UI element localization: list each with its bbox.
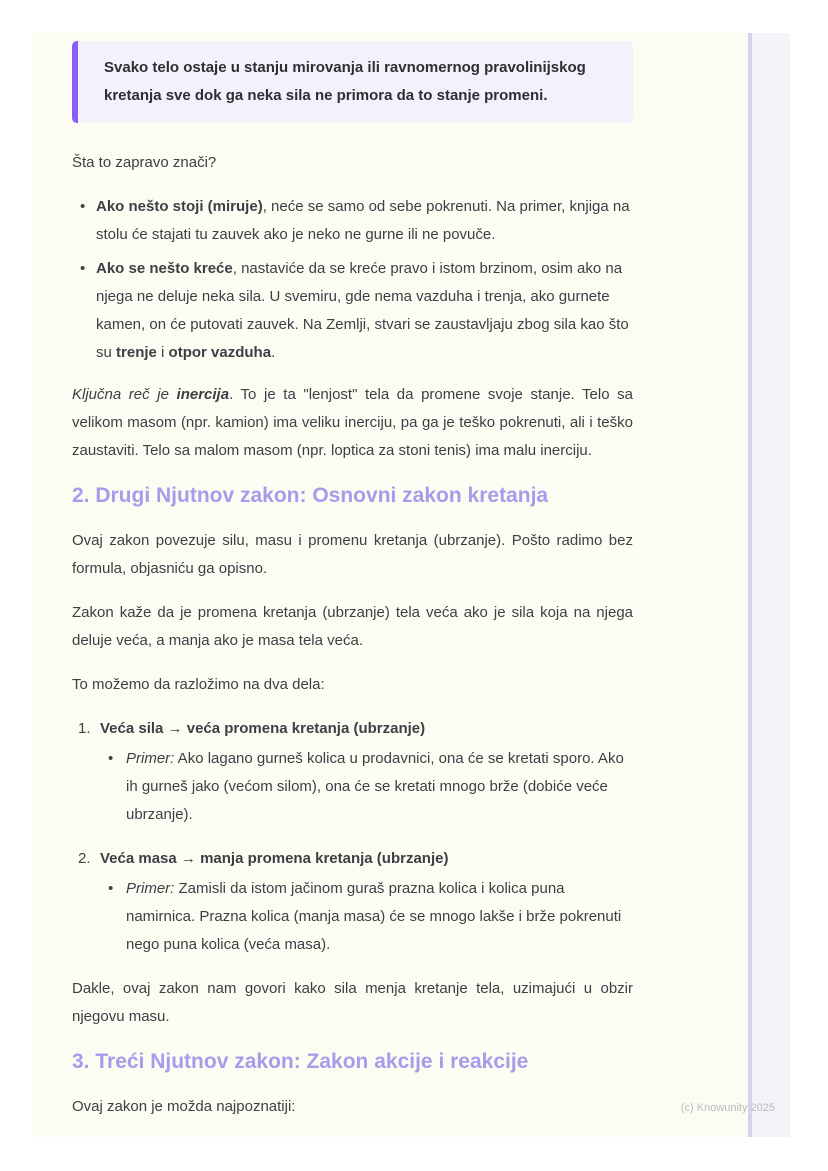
sub-list-item xyxy=(100,745,633,829)
item-title xyxy=(100,715,633,743)
sub-bullet-text: Primer: Ako lagano gurneš kolica u prodavnici, ona će se kretati sporo. Ako ih gurneš jako (većom silom), ona će se kretati mnogo brže (dobiće veće ubrzanje). xyxy=(126,750,624,823)
item-number: 1. xyxy=(78,720,91,737)
section-heading-third-law: 3. Treći Njutnov zakon: Zakon akcije i reakcije xyxy=(72,1050,529,1073)
list-item xyxy=(80,193,633,249)
numbered-item xyxy=(78,845,633,959)
item-body xyxy=(100,715,633,829)
item-number: 2. xyxy=(78,850,91,867)
copyright-watermark: (c) Knowunity 2025 xyxy=(680,1102,775,1114)
sub-bullet-text: Primer: Zamisli da istom jačinom guraš prazna kolica i kolica puna namirnica. Prazna kolica (manja masa) će se mnogo lakše i brže pokrenuti nego puna kolica (veća masa). xyxy=(126,880,622,953)
inertia-paragraph xyxy=(72,381,633,465)
bullet-marker: • xyxy=(80,260,86,277)
inertia-paragraph-text: Ključna reč je inercija. To je ta "lenjost" tela da promene svoje stanje. Telo sa velikom masom (npr. kamion) ima veliku inerciju, pa ga je teško pokrenuti, ali i teško zaustaviti. Telo sa malom masom (npr. loptica za stoni tenis) ima malu inerciju. xyxy=(72,386,633,459)
quote-text: Svako telo ostaje u stanju mirovanja ili ravnomernog pravolinijskog kretanja sve dok ga neka sila ne primora da to stanje promeni. xyxy=(104,59,586,104)
sub-list-item xyxy=(100,875,633,959)
first-law-quote-block xyxy=(72,41,633,123)
paragraph: Ovaj zakon je možda najpoznatiji: xyxy=(72,1098,296,1115)
item-title-text: Veća sila → veća promena kretanja (ubrzanje) xyxy=(100,720,426,737)
numbered-item xyxy=(78,715,633,829)
item-body xyxy=(100,845,633,959)
intro-question: Šta to zapravo znači? xyxy=(72,154,217,171)
paragraph: Zakon kaže da je promena kretanja (ubrzanje) tela veća ako je sila koja na njega deluje veća, a manja ako je masa tela veća. xyxy=(72,604,633,649)
section-heading-second-law: 2. Drugi Njutnov zakon: Osnovni zakon kretanja xyxy=(72,484,549,507)
bullet-marker: • xyxy=(80,198,86,215)
paragraph: To možemo da razložimo na dva dela: xyxy=(72,676,325,693)
first-law-bullet-list xyxy=(72,193,633,367)
bullet-marker: • xyxy=(108,750,114,767)
bullet-marker: • xyxy=(108,880,114,897)
second-law-numbered-list xyxy=(72,715,633,959)
list-item xyxy=(80,255,633,367)
bullet-text: Ako se nešto kreće, nastaviće da se kreće pravo i istom brzinom, osim ako na njega ne deluje neka sila. U svemiru, gde nema vazduha i trenja, ako gurnete kamen, on će putovati zauvek. Na Zemlji, stvari se zaustavljaju zbog sila kao što su trenje i otpor vazduha. xyxy=(96,260,629,361)
paragraph: Ovaj zakon povezuje silu, masu i promenu kretanja (ubrzanje). Pošto radimo bez formula, objasniću ga opisno. xyxy=(72,532,633,577)
paragraph: Dakle, ovaj zakon nam govori kako sila menja kretanje tela, uzimajući u obzir njegovu masu. xyxy=(72,980,633,1025)
document-content xyxy=(72,41,633,1121)
bullet-text: Ako nešto stoji (miruje), neće se samo od sebe pokrenuti. Na primer, knjiga na stolu će stajati tu zauvek ako je neko ne gurne ili ne povuče. xyxy=(96,198,630,243)
item-title xyxy=(100,845,633,873)
item-title-text: Veća masa → manja promena kretanja (ubrzanje) xyxy=(100,850,449,867)
page-edge-panel xyxy=(752,33,790,1137)
document-page xyxy=(33,33,748,1137)
